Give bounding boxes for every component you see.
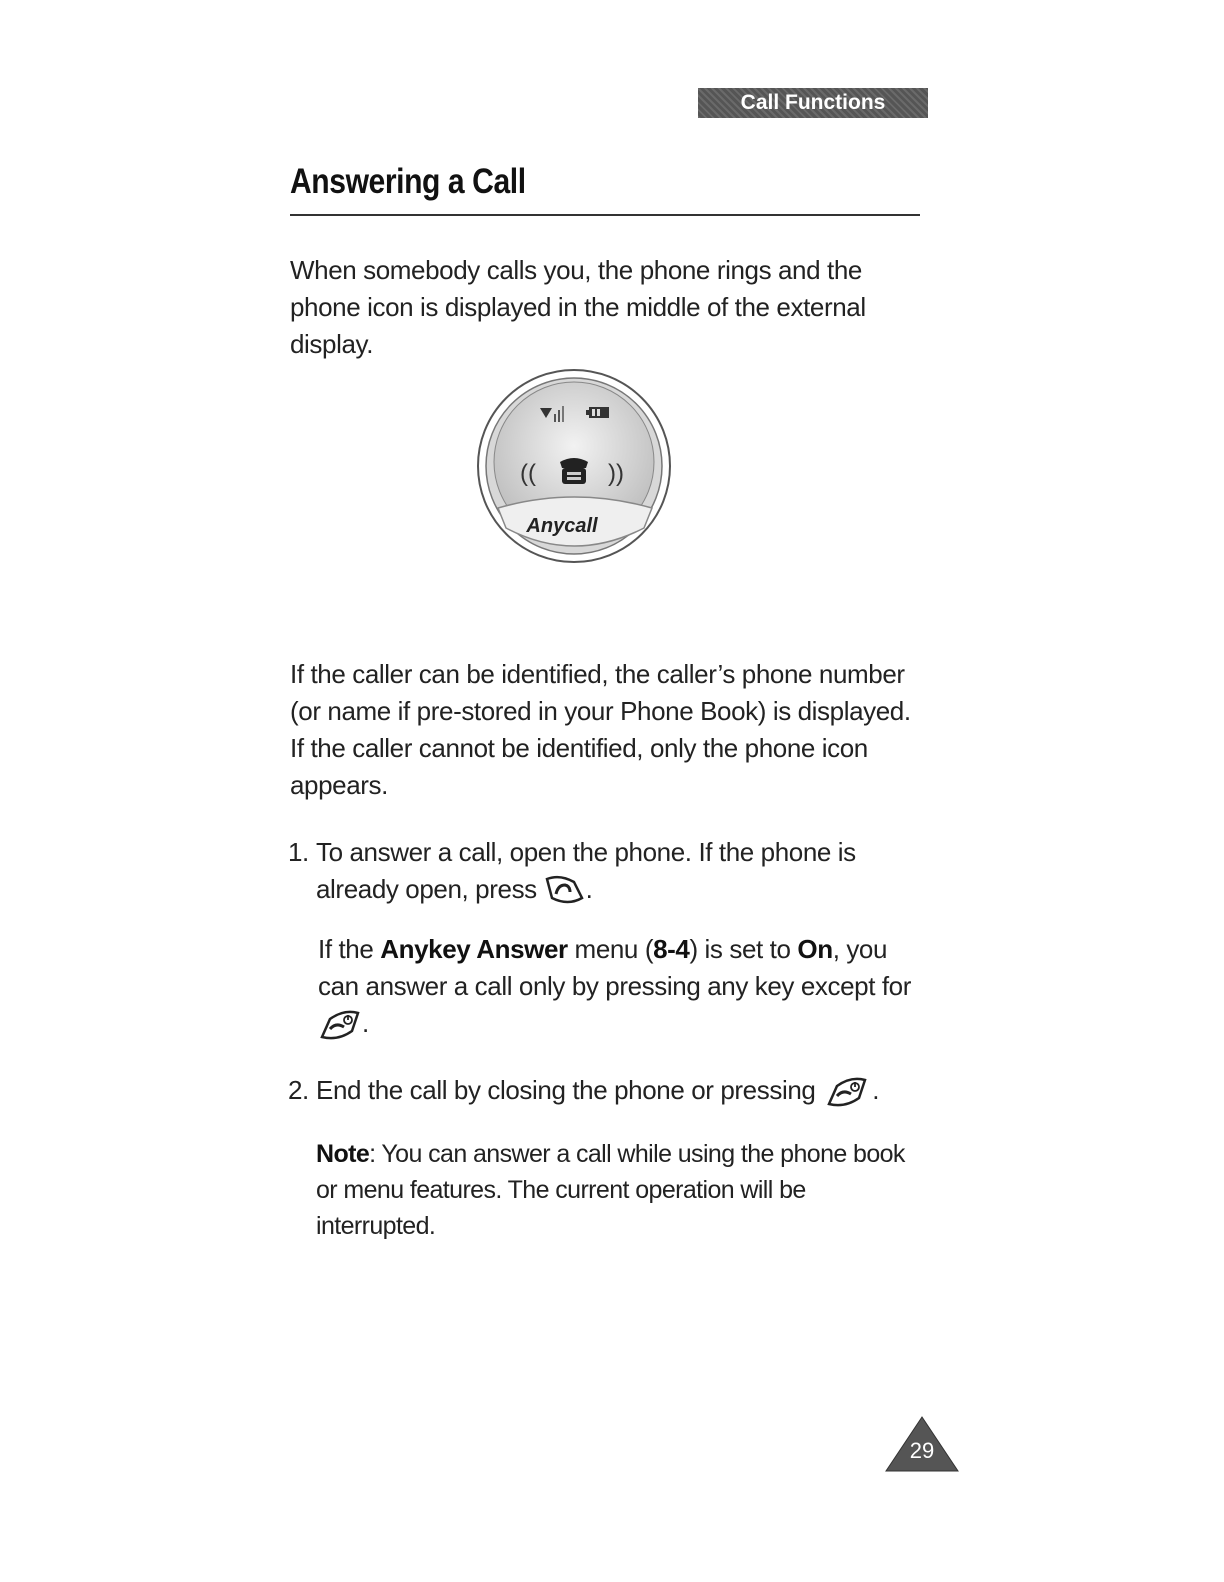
step-2-text: End the call by closing the phone or pressing [316, 1075, 816, 1105]
brand-label: Anycall [526, 515, 598, 537]
anykey-text-4: , you can answer a call only by pressing any key except for [318, 934, 911, 1001]
step-1-anykey-note [318, 931, 918, 1043]
step-text [316, 1072, 879, 1110]
on-setting: On [797, 934, 833, 964]
anykey-text-2: menu ( [567, 934, 654, 964]
step-number: 1. [288, 837, 309, 867]
step-text [316, 834, 906, 908]
end-power-key-icon [822, 1074, 872, 1110]
caller-id-paragraph: If the caller can be identified, the caller’s phone number (or name if pre-stored in your Phone Book) is displayed. If the caller cannot be identified, only the phone icon appears. [290, 659, 911, 800]
send-key-icon [544, 874, 586, 908]
note-text: : You can answer a call while using the phone book or menu features. The current operation will be interrupted. [316, 1140, 905, 1240]
external-display-illustration [476, 368, 672, 564]
title-rule [290, 214, 920, 216]
step-1-period: . [585, 874, 593, 904]
ring-right-mark: )) [608, 460, 624, 487]
note [316, 1136, 916, 1244]
step-number: 2. [288, 1075, 309, 1105]
ring-left-mark: (( [520, 460, 536, 487]
section-tab: Call Functions [698, 88, 928, 118]
step-2-period: . [872, 1075, 880, 1105]
anykey-text-3: ) is set to [689, 934, 798, 964]
battery-icon [586, 407, 609, 418]
anykey-period: . [362, 1008, 369, 1038]
note-label: Note [316, 1140, 370, 1168]
menu-code: 8-4 [653, 934, 690, 964]
end-power-key-icon [318, 1007, 362, 1043]
page-number: 29 [909, 1438, 935, 1463]
page-title: Answering a Call [290, 162, 526, 201]
intro-paragraph: When somebody calls you, the phone rings and the phone icon is displayed in the middle of the external display. [290, 255, 866, 359]
anykey-answer-menu: Anykey Answer [380, 934, 568, 964]
ringing-phone-icon [560, 458, 588, 484]
anykey-text-1: If the [318, 934, 381, 964]
step-1-text: To answer a call, open the phone. If the phone is already open, press [316, 837, 856, 904]
